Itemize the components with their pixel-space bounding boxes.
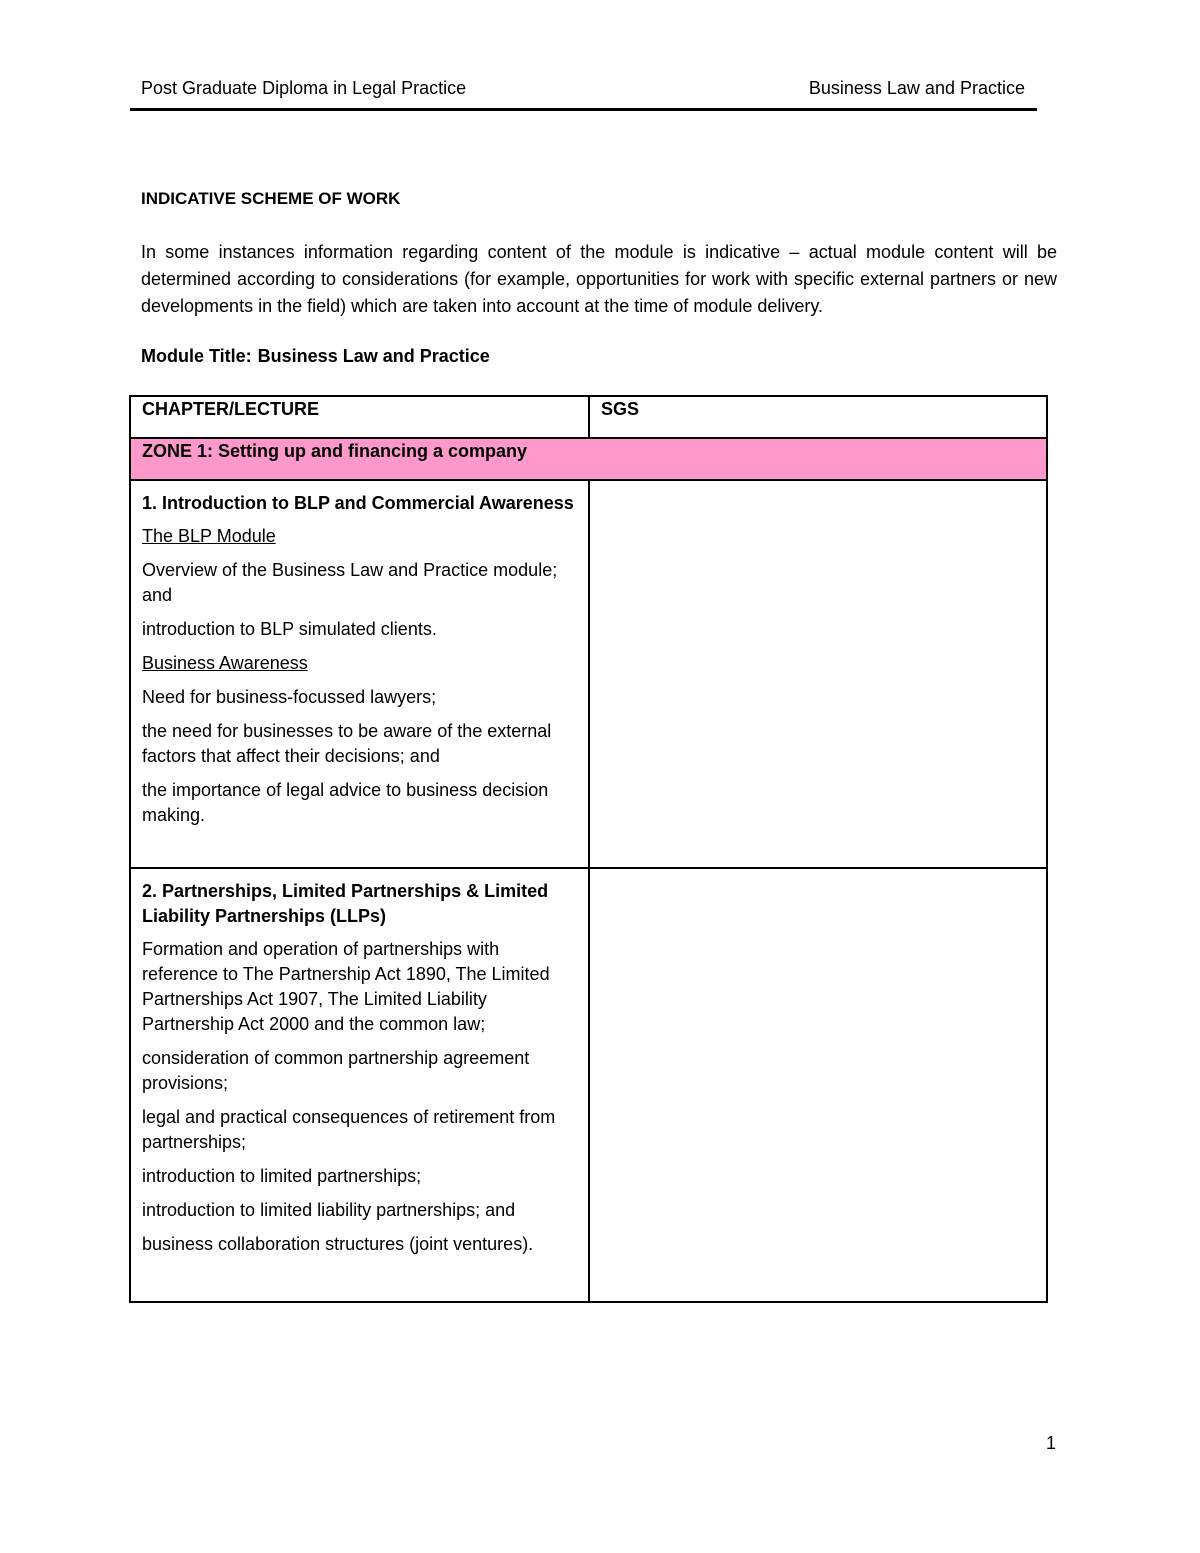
zone-title: ZONE 1: Setting up and financing a company [130,438,1047,480]
header-module-name: Business Law and Practice [808,78,1025,98]
table-header-row [130,396,1047,438]
sgs-cell [589,480,1047,868]
sgs-cell [589,868,1047,1302]
chapter-cell [130,868,589,1302]
chapter-cell [130,480,589,868]
topic-line: the need for businesses to be aware of the external factors that affect their decisions; and [142,721,552,766]
topic-line: legal and practical consequences of retirement from partnerships; [142,1107,556,1152]
table-row [130,480,1047,868]
topic-line: the importance of legal advice to business decision making. [142,780,549,825]
module-title-label: Module Title: [141,346,252,366]
topic-line: introduction to limited partnerships; [142,1166,422,1186]
document-title: INDICATIVE SCHEME OF WORK [141,189,401,208]
section-heading: The BLP Module [142,526,276,546]
page-header [130,74,1037,111]
section-heading: Business Awareness [142,653,308,673]
module-title [141,346,490,367]
page-number: 1 [1046,1433,1057,1453]
chapter-title: 1. Introduction to BLP and Commercial Awareness [142,493,574,513]
topic-line: introduction to limited liability partnerships; and [142,1200,516,1220]
topic-line: Formation and operation of partnerships with reference to The Partnership Act 1890, The Limited Partnerships Act 1907, The Limited Liability Partnership Act 2000 and the common law; [142,939,550,1034]
header-sgs: SGS [589,396,1047,438]
topic-line: Need for business-focussed lawyers; [142,687,437,707]
topic-line: introduction to BLP simulated clients. [142,619,437,639]
topic-line: business collaboration structures (joint ventures). [142,1234,534,1254]
table-row [130,868,1047,1302]
topic-line: consideration of common partnership agreement provisions; [142,1048,530,1093]
module-title-value: Business Law and Practice [257,346,490,366]
scheme-of-work-table [129,395,1048,1303]
chapter-title: 2. Partnerships, Limited Partnerships & Limited Liability Partnerships (LLPs) [142,881,549,926]
header-chapter-lecture: CHAPTER/LECTURE [130,396,589,438]
intro-paragraph: In some instances information regarding content of the module is indicative – actual module content will be determined according to considerations (for example, opportunities for work with specific external partners or new developments in the field) which are taken into account at the time of module delivery. [141,242,1057,316]
header-course-title: Post Graduate Diploma in Legal Practice [141,78,467,98]
topic-line: Overview of the Business Law and Practice module; and [142,560,558,605]
zone-row [130,438,1047,480]
